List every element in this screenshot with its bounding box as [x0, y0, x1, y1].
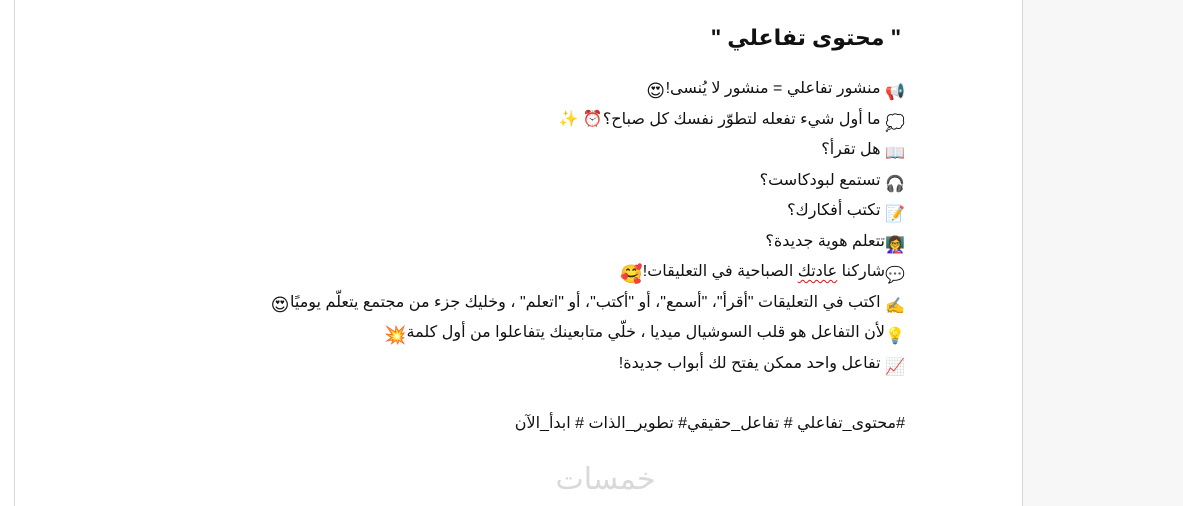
line-text: تستمع لبودكاست؟: [759, 171, 881, 189]
writing-hand-icon: ✍️: [885, 297, 905, 315]
document-page: [15, 0, 1022, 506]
line-text: تفاعل واحد ممكن يفتح لك أبواب جديدة!: [618, 354, 881, 372]
smiling-hearts-emoji-icon: 🥰: [620, 264, 643, 284]
book-icon: 📖: [885, 145, 905, 162]
left-gutter: [0, 0, 15, 506]
spacer: [145, 379, 905, 409]
line-text: اكتب في التعليقات "أقرأ"، "أسمع"، أو "أكتب"، أو "اتعلم" ، وخليك جزء من مجتمع يتعلّم يوميًا: [290, 293, 881, 311]
line-3: [145, 135, 905, 166]
line-9: [145, 318, 905, 349]
line-text: تكتب أفكارك؟: [787, 202, 881, 219]
line-10: [145, 349, 905, 380]
lightbulb-icon: 💡: [885, 328, 905, 345]
line-text-end: الصباحية في التعليقات!: [642, 263, 798, 280]
line-8: [145, 288, 905, 319]
line-5: [145, 196, 905, 227]
line-text: لأن التفاعل هو قلب السوشيال ميديا ، خلّي متابعينك يتفاعلوا من أول كلمة: [406, 324, 885, 341]
spellcheck-word: عادتك: [797, 263, 838, 280]
line-text: تتعلم هوية جديدة؟: [765, 232, 885, 250]
line-6: [145, 227, 905, 258]
headphones-icon: 🎧: [885, 175, 905, 193]
speech-bubble-icon: 💬: [885, 267, 905, 284]
watermark-logo: خمسات: [555, 462, 656, 497]
line-2: [145, 105, 905, 136]
line-text: منشور تفاعلي = منشور لا يُنسى!: [665, 80, 881, 97]
post-content: [145, 22, 905, 440]
post-title: " محتوى تفاعلي ": [710, 25, 901, 50]
megaphone-icon: 📢: [885, 84, 905, 101]
right-side-panel: [1022, 0, 1183, 506]
line-text: ما أول شيء تفعله لتطوّر نفسك كل صباح؟: [602, 110, 881, 128]
heart-eyes-emoji-icon: 😍: [270, 294, 290, 315]
memo-icon: 📝: [885, 206, 905, 223]
collision-icon: 💥: [384, 325, 407, 345]
heart-eyes-emoji-icon: 😍: [646, 81, 665, 101]
thought-bubble-icon: 💭: [885, 114, 905, 132]
line-text-start: شاركنا: [837, 263, 885, 280]
line-1: [145, 74, 905, 105]
line-4: [145, 166, 905, 197]
alarm-sparkles-icon: ⏰ ✨: [558, 110, 603, 128]
chart-increasing-icon: 📈: [885, 358, 905, 376]
teacher-icon: 👩‍🏫: [885, 236, 905, 254]
line-text: هل تقرأ؟: [821, 141, 881, 158]
hashtags: #محتوى_تفاعلي # تفاعل_حقيقي# تطوير_الذات # ابدأ_الآن: [514, 415, 905, 432]
line-7: [145, 257, 905, 288]
